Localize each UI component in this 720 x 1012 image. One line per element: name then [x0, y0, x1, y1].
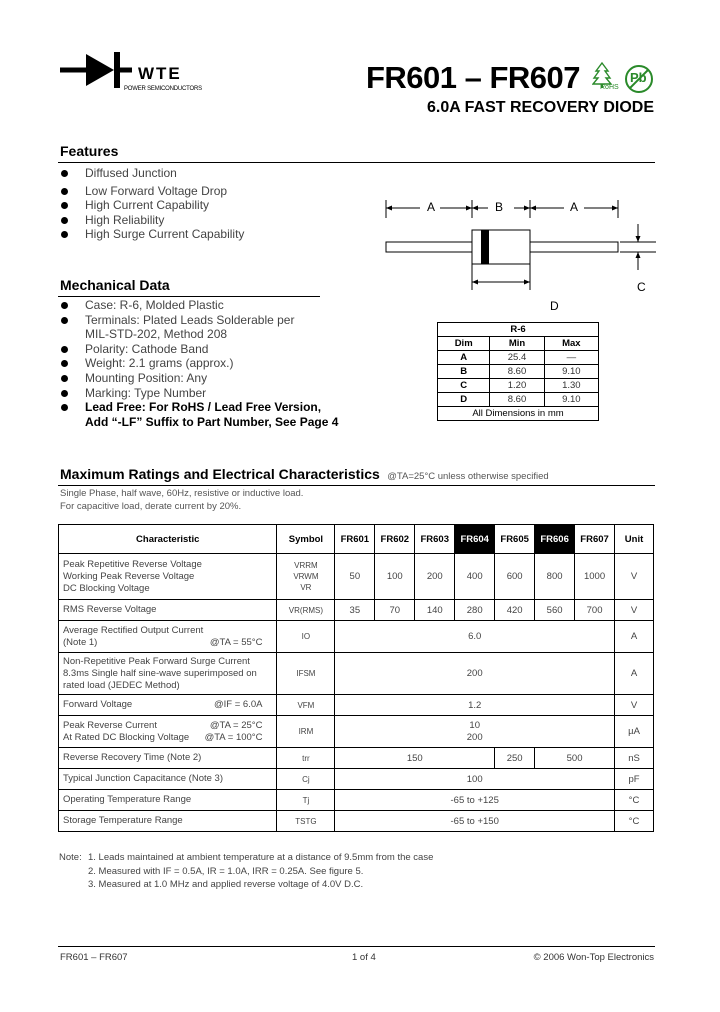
- table-row: [438, 393, 599, 407]
- ratings-table: [58, 524, 654, 832]
- symbol-cell: VFM: [277, 695, 335, 716]
- footer-rule: [58, 946, 655, 947]
- note-3: 3. Measured at 1.0 MHz and applied reverse voltage of 4.0V D.C.: [88, 879, 364, 890]
- note-2: 2. Measured with IF = 0.5A, IR = 1.0A, IRR = 0.25A. See figure 5.: [88, 866, 364, 877]
- dim-note: All Dimensions in mm: [438, 407, 599, 421]
- char-line: [63, 720, 276, 732]
- table-row: [59, 600, 654, 621]
- ratings-intro-2: For capacitive load, derate current by 20%.: [60, 501, 242, 512]
- unit-cell: °C: [615, 811, 654, 832]
- footer-page: 1 of 4: [352, 952, 376, 963]
- value-cell: 1000: [575, 554, 615, 600]
- table-row: [59, 748, 654, 769]
- symbol-cell: [277, 554, 335, 600]
- unit-cell: pF: [615, 769, 654, 790]
- value-cell: 800: [535, 554, 575, 600]
- header-fr605: FR605: [495, 525, 535, 554]
- package-outline-diagram: [380, 190, 660, 320]
- logo-text: WTE: [138, 64, 182, 83]
- unit-cell: A: [615, 653, 654, 695]
- value-cell: 70: [375, 600, 415, 621]
- page-subtitle: 6.0A FAST RECOVERY DIODE: [426, 99, 654, 116]
- value-cell: 200: [415, 554, 455, 600]
- note-1: 1. Leads maintained at ambient temperature at a distance of 9.5mm from the case: [88, 852, 434, 863]
- value-cell: 50: [335, 554, 375, 600]
- dim-cell: B: [438, 365, 490, 379]
- features-list: [60, 166, 360, 242]
- value-cell: 150: [335, 748, 495, 769]
- symbol-text: VR: [300, 583, 312, 592]
- char-text: Peak Repetitive Reverse Voltage: [63, 558, 202, 570]
- dim-label-d: D: [550, 299, 559, 313]
- unit-cell: A: [615, 621, 654, 653]
- dim-cell: 8.60: [490, 393, 544, 407]
- header-fr606: FR606: [535, 525, 575, 554]
- char-cell: Typical Junction Capacitance (Note 3): [59, 769, 277, 790]
- condition-text: @TA = 100°C: [204, 731, 263, 743]
- list-item: Case: R-6, Molded Plastic: [60, 298, 380, 313]
- list-item: Diffused Junction: [60, 166, 360, 181]
- value-cell: 140: [415, 600, 455, 621]
- dim-header: Min: [490, 337, 544, 351]
- char-text: Peak Reverse Current: [63, 719, 157, 731]
- table-row: [438, 379, 599, 393]
- table-row: [59, 653, 654, 695]
- char-text: Working Peak Reverse Voltage: [63, 570, 195, 582]
- list-item: Polarity: Cathode Band: [60, 342, 380, 357]
- char-text: At Rated DC Blocking Voltage: [63, 731, 190, 743]
- condition-text: @TA = 55°C: [209, 636, 263, 648]
- char-cell: [59, 554, 277, 600]
- value-cell: 100: [335, 769, 615, 790]
- symbol-cell: IO: [277, 621, 335, 653]
- char-text: Average Rectified Output Current: [63, 624, 204, 636]
- char-cell: RMS Reverse Voltage: [59, 600, 277, 621]
- dim-cell: 9.10: [544, 393, 598, 407]
- value-cell: [335, 716, 615, 748]
- unit-cell: V: [615, 600, 654, 621]
- table-row: [59, 695, 654, 716]
- header-fr602: FR602: [375, 525, 415, 554]
- value-cell: 200: [335, 653, 615, 695]
- unit-cell: °C: [615, 790, 654, 811]
- dim-cell: C: [438, 379, 490, 393]
- condition-text: @IF = 6.0A: [213, 699, 263, 710]
- char-text: rated load (JEDEC Method): [63, 679, 180, 691]
- symbol-cell: Cj: [277, 769, 335, 790]
- features-rule: [58, 162, 655, 163]
- dim-label-a-left: A: [427, 200, 436, 214]
- header-fr601: FR601: [335, 525, 375, 554]
- header-symbol: Symbol: [277, 525, 335, 554]
- table-row: [438, 365, 599, 379]
- logo-subtext: POWER SEMICONDUCTORS: [124, 86, 202, 92]
- rohs-label: RoHS: [600, 84, 619, 91]
- table-row: [59, 811, 654, 832]
- unit-cell: µA: [615, 716, 654, 748]
- mechanical-list: [60, 298, 380, 429]
- ratings-title: Maximum Ratings and Electrical Characteristics: [60, 466, 380, 482]
- symbol-text: VRWM: [293, 572, 319, 581]
- symbol-cell: trr: [277, 748, 335, 769]
- char-cell: [59, 621, 277, 653]
- dim-cell: A: [438, 351, 490, 365]
- ratings-condition: @TA=25°C unless otherwise specified: [387, 471, 549, 482]
- list-item: High Surge Current Capability: [60, 227, 360, 242]
- condition-text: @TA = 25°C: [209, 719, 263, 731]
- char-line: [63, 699, 276, 711]
- dim-cell: D: [438, 393, 490, 407]
- dim-label-a-right: A: [570, 200, 579, 214]
- char-line: [63, 637, 276, 649]
- table-row: [438, 351, 599, 365]
- unit-cell: V: [615, 695, 654, 716]
- value-cell: 700: [575, 600, 615, 621]
- header-fr604: FR604: [455, 525, 495, 554]
- value-cell: 1.2: [335, 695, 615, 716]
- header-characteristic: Characteristic: [59, 525, 277, 554]
- symbol-cell: VR(RMS): [277, 600, 335, 621]
- notes-label: Note:: [59, 852, 82, 863]
- symbol-cell: IRM: [277, 716, 335, 748]
- char-cell: Operating Temperature Range: [59, 790, 277, 811]
- value-cell: -65 to +125: [335, 790, 615, 811]
- value-cell: 100: [375, 554, 415, 600]
- list-item: High Current Capability: [60, 198, 360, 213]
- dim-header: Dim: [438, 337, 490, 351]
- dim-header: Max: [544, 337, 598, 351]
- char-cell: Storage Temperature Range: [59, 811, 277, 832]
- list-item: High Reliability: [60, 213, 360, 228]
- char-text: Forward Voltage: [63, 699, 133, 710]
- char-cell: Reverse Recovery Time (Note 2): [59, 748, 277, 769]
- symbol-cell: IFSM: [277, 653, 335, 695]
- char-text: Non-Repetitive Peak Forward Surge Current: [63, 655, 250, 667]
- value-cell: 280: [455, 600, 495, 621]
- symbol-cell: TSTG: [277, 811, 335, 832]
- value-cell: 600: [495, 554, 535, 600]
- symbol-cell: Tj: [277, 790, 335, 811]
- list-item: Marking: Type Number: [60, 386, 380, 401]
- value-cell: -65 to +150: [335, 811, 615, 832]
- footer-left: FR601 – FR607: [60, 952, 128, 963]
- dim-package: R-6: [438, 323, 599, 337]
- char-cell: [59, 716, 277, 748]
- char-cell: [59, 695, 277, 716]
- value-cell: 500: [535, 748, 615, 769]
- value-cell: 420: [495, 600, 535, 621]
- char-text: DC Blocking Voltage: [63, 582, 150, 594]
- table-row: [59, 790, 654, 811]
- header-unit: Unit: [615, 525, 654, 554]
- ratings-rule: [58, 485, 655, 486]
- dim-cell: 8.60: [490, 365, 544, 379]
- table-row: [59, 554, 654, 600]
- unit-cell: nS: [615, 748, 654, 769]
- value-cell: 6.0: [335, 621, 615, 653]
- mechanical-title: Mechanical Data: [60, 277, 170, 293]
- dim-cell: 1.20: [490, 379, 544, 393]
- value-cell: 35: [335, 600, 375, 621]
- dim-cell: 1.30: [544, 379, 598, 393]
- features-title: Features: [60, 143, 119, 159]
- char-cell: [59, 653, 277, 695]
- value-cell: 250: [495, 748, 535, 769]
- header-fr603: FR603: [415, 525, 455, 554]
- table-row: [59, 769, 654, 790]
- list-item: Mounting Position: Any: [60, 371, 380, 386]
- list-item: Weight: 2.1 grams (approx.): [60, 356, 380, 371]
- list-item: MIL-STD-202, Method 208: [85, 327, 228, 342]
- value-text: 200: [466, 731, 483, 743]
- page-title: FR601 – FR607: [365, 60, 580, 95]
- table-row: [59, 716, 654, 748]
- unit-cell: V: [615, 554, 654, 600]
- header-fr607: FR607: [575, 525, 615, 554]
- mechanical-rule: [58, 296, 320, 297]
- list-item: Add “-LF” Suffix to Part Number, See Page 4: [85, 414, 339, 429]
- dim-cell: 9.10: [544, 365, 598, 379]
- dim-cell: —: [544, 351, 598, 365]
- ratings-title-line: [60, 466, 549, 484]
- list-item: Lead Free: For RoHS / Lead Free Version,: [60, 400, 380, 415]
- value-cell: 400: [455, 554, 495, 600]
- table-row: [59, 621, 654, 653]
- dim-label-c: C: [637, 280, 646, 294]
- dim-label-b: B: [495, 200, 504, 214]
- list-item: Low Forward Voltage Drop: [60, 184, 360, 199]
- dim-cell: 25.4: [490, 351, 544, 365]
- char-text: (Note 1): [63, 636, 98, 648]
- list-item: Terminals: Plated Leads Solderable per: [60, 313, 380, 328]
- footer-copyright: © 2006 Won-Top Electronics: [533, 952, 654, 963]
- char-text: 8.3ms Single half sine-wave superimposed on: [63, 667, 257, 679]
- value-text: 10: [469, 719, 480, 731]
- pb-label: Pb: [630, 70, 647, 85]
- value-cell: 560: [535, 600, 575, 621]
- dimension-table: [437, 322, 599, 421]
- ratings-intro-1: Single Phase, half wave, 60Hz, resistive or inductive load.: [60, 488, 304, 499]
- char-line: [63, 732, 276, 744]
- symbol-text: VRRM: [294, 561, 318, 570]
